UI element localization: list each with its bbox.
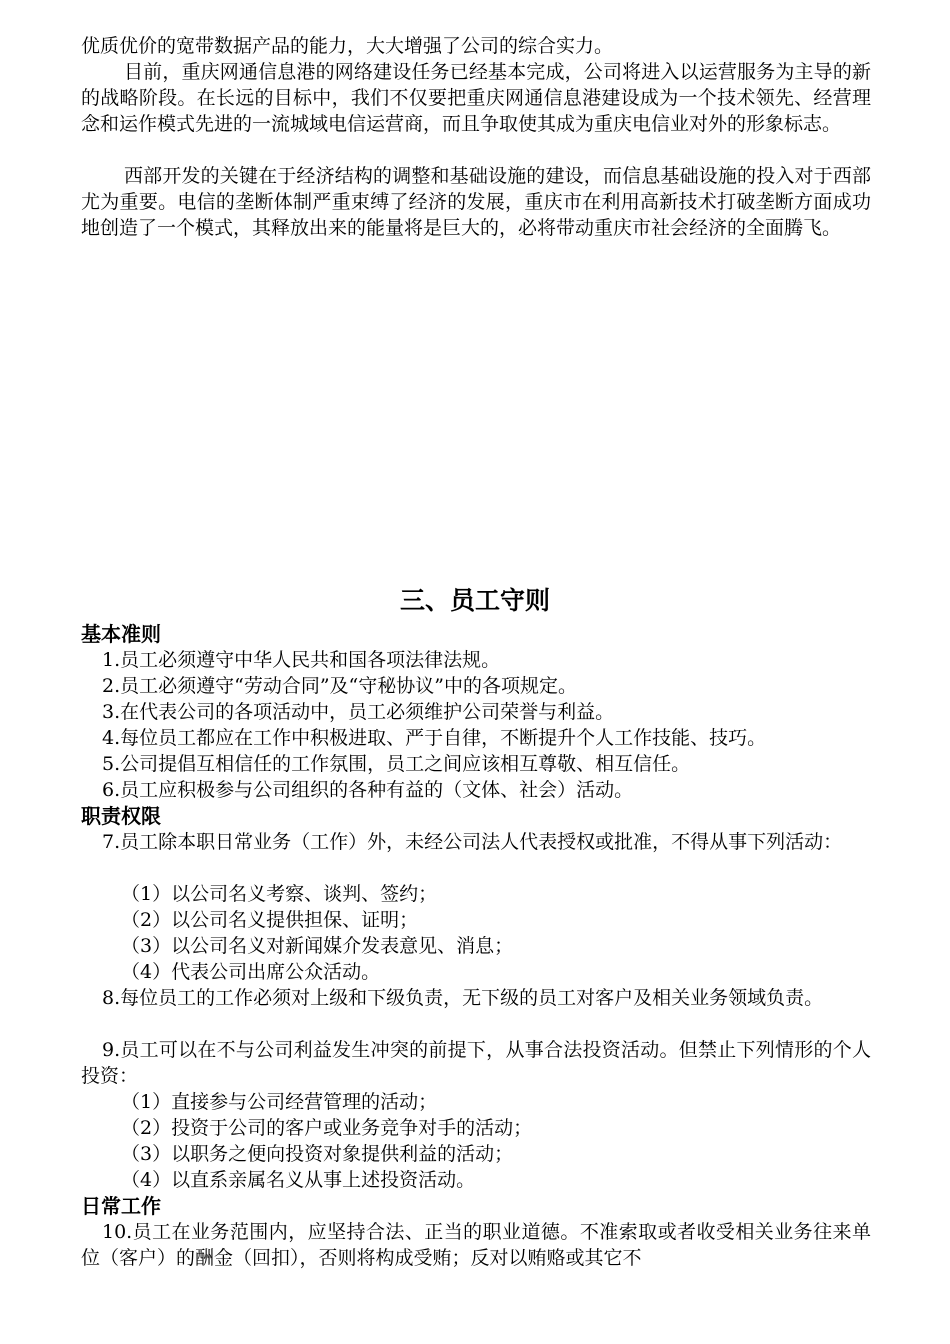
sub-item: （3）以公司名义对新闻媒介发表意见、消息； [121, 935, 514, 957]
heading-daily-work: 日常工作 [81, 1194, 161, 1218]
rule-item [81, 751, 871, 777]
rule-text: 1.员工必须遵守中华人民共和国各项法律法规。 [102, 649, 501, 671]
rule-text: 2.员工必须遵守“劳动合同”及“守秘协议”中的各项规定。 [102, 675, 577, 697]
rule-text: 6.员工应积极参与公司组织的各种有益的（文体、社会）活动。 [102, 779, 634, 801]
rule-text: 5.公司提倡互相信任的工作氛围，员工之间应该相互尊敬、相互信任。 [102, 753, 691, 775]
rule-item [81, 777, 871, 803]
rule-text: 4.每位员工都应在工作中积极进取、严于自律，不断提升个人工作技能、技巧。 [102, 727, 767, 749]
rule-item [81, 725, 871, 751]
heading-duties: 职责权限 [81, 804, 161, 828]
rule-item [81, 699, 871, 725]
sub-item: （3）以职务之便向投资对象提供利益的活动； [121, 1143, 514, 1165]
rule-text: 3.在代表公司的各项活动中，员工必须维护公司荣誉与利益。 [102, 701, 615, 723]
sub-item: （2）以公司名义提供担保、证明； [121, 909, 419, 931]
rule-item-9: 9.员工可以在不与公司利益发生冲突的前提下，从事合法投资活动。但禁止下列情形的个人投资： [81, 1039, 871, 1087]
rule-item-10: 10.员工在业务范围内，应坚持合法、正当的职业道德。不准索取或者收受相关业务往来单位（客户）的酬金（回扣），否则将构成受贿；反对以贿赂或其它不 [81, 1221, 871, 1269]
sub-item: （4）代表公司出席公众活动。 [121, 961, 381, 983]
heading-basic-rules: 基本准则 [81, 622, 161, 646]
sub-item: （4）以直系亲属名义从事上述投资活动。 [121, 1169, 476, 1191]
rule-item-7: 7.员工除本职日常业务（工作）外，未经公司法人代表授权或批准，不得从事下列活动： [102, 831, 843, 853]
sub-item: （1）直接参与公司经营管理的活动； [121, 1091, 438, 1113]
rule-item [81, 647, 871, 673]
intro-paragraph-3: 西部开发的关键在于经济结构的调整和基础设施的建设，而信息基础设施的投入对于西部尤为重要。电信的垄断体制严重束缚了经济的发展，重庆市在利用高新技术打破垄断方面成功地创造了一个模式，其释放出来的能量将是巨大的，必将带动重庆市社会经济的全面腾飞。 [81, 165, 871, 239]
section-title: 三、员工守则 [399, 586, 550, 615]
sub-item: （1）以公司名义考察、谈判、签约； [121, 883, 438, 905]
sub-item: （2）投资于公司的客户或业务竞争对手的活动； [121, 1117, 533, 1139]
rule-item-8: 8.每位员工的工作必须对上级和下级负责，无下级的员工对客户及相关业务领域负责。 [102, 987, 824, 1009]
intro-paragraph-2: 目前，重庆网通信息港的网络建设任务已经基本完成，公司将进入以运营服务为主导的新的战略阶段。在长远的目标中，我们不仅要把重庆网通信息港建设成为一个技术领先、经营理念和运作模式先进的一流城域电信运营商，而且争取使其成为重庆电信业对外的形象标志。 [81, 61, 871, 135]
rule-item [81, 673, 871, 699]
intro-paragraph-tail: 优质优价的宽带数据产品的能力，大大增强了公司的综合实力。 [81, 35, 614, 57]
